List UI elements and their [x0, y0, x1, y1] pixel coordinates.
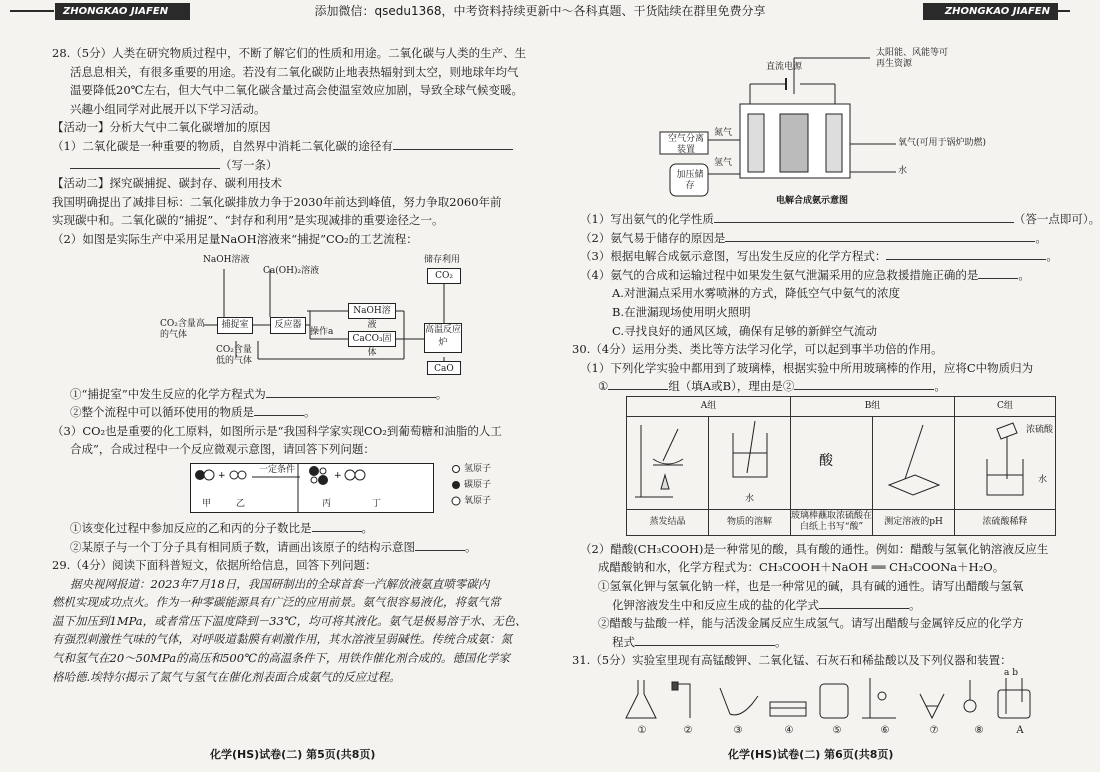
q29-text: 燃机实现成功点火。作为一种零碳能源具有广泛的应用前景。氨气很容易液化，将氨气常 [52, 595, 501, 610]
caption-dilution: 浓硫酸稀释 [955, 509, 1056, 535]
q29-text: 格哈德.埃特尔揭示了氮气与氢气在催化剂表面合成氨气的反应过程。 [52, 669, 401, 684]
q29-2: （2）氨气易于储存的原因是 。 [580, 230, 1047, 245]
q31-title: 31.（5分）实验室里现有高锰酸钾、二氧化锰、石灰石和稀盐酸以及下列仪器和装置： [572, 653, 1012, 668]
micro-reaction-diagram [52, 459, 538, 515]
answer-blank[interactable] [254, 404, 304, 416]
apparatus-3: ③ [733, 724, 743, 736]
option-b: B.在泄漏现场使用明火照明 [612, 304, 751, 319]
q28-3-2: ②某原子与一个丁分子具有相同质子数，请画出该原子的结构示意图 。 [70, 539, 477, 554]
right-column [572, 24, 1100, 738]
legend-carbon: 碳原子 [464, 479, 492, 490]
diagram-caption: 电解合成氨示意图 [776, 196, 849, 206]
electrolysis-diagram [580, 24, 1060, 210]
q28-line: 我国明确提出了减排目标：二氧化碳排放力争于2030年前达到峰值，努力争取2060年前 [52, 194, 502, 209]
q29-text: 温下加压到1MPa，或者常压下温度降到－33℃，均可将其液化。氨气是极易溶于水、无色、 [52, 613, 527, 628]
label-condition: 一定条件 [259, 464, 296, 475]
svg-text:+: + [334, 470, 342, 481]
answer-blank[interactable] [714, 211, 1014, 223]
q29-text: 据央视网报道：2023年7月18日，我国研制出的全球首套一汽解放液氨直喷零碳内 [70, 576, 490, 591]
legend-hydrogen: 氢原子 [464, 463, 492, 474]
box-reactor: 反应器 [270, 317, 306, 334]
option-a: A.对泄漏点采用水雾喷淋的方式，降低空气中氨气的浓度 [612, 286, 900, 301]
q30-1: （1）下列化学实验中都用到了玻璃棒，根据实验中所用玻璃棒的作用，应将C中物质归为 [580, 360, 1034, 375]
q30-2-2-cont: 程式 。 [612, 634, 787, 649]
q28-2-2: ②整个流程中可以循环使用的物质是 。 [70, 405, 316, 420]
label-renewable: 太阳能、风能等可再生资源 [876, 48, 949, 69]
page-footer-left: 化学(HS)试卷(二) 第5页(共8页) [210, 748, 376, 761]
caption-evaporation: 蒸发结晶 [627, 509, 709, 535]
apparatus-5: ⑤ [832, 724, 842, 736]
label-ab: a b [1004, 667, 1018, 678]
apparatus-7: ⑦ [929, 724, 939, 736]
label-caoh2: Ca(OH)₂溶液 [263, 265, 320, 276]
label-jia: 甲 [202, 498, 212, 509]
activity-one: 【活动一】分析大气中二氧化碳增加的原因 [52, 120, 271, 135]
label-naoh: NaOH溶液 [203, 254, 250, 265]
page-header [0, 0, 1080, 22]
label-operation-a: 操作a [310, 326, 334, 337]
q30-title: 30.（4分）运用分类、类比等方法学习化学，可以起到事半功倍的作用。 [572, 342, 943, 357]
answer-blank[interactable] [266, 386, 436, 398]
answer-blank[interactable] [725, 230, 1035, 242]
q30-2-1: ①氢氧化钾与氢氧化钠一样，也是一种常见的碱，具有碱的通性。请写出醋酸与氢氧 [598, 578, 1024, 593]
label-nitrogen: 氮气 [714, 128, 733, 138]
q28-3-1: ①该变化过程中参加反应的乙和丙的分子数比是 。 [70, 520, 373, 535]
box-naoh-solution: NaOH溶液 [348, 303, 396, 319]
q28-part1: （1）二氧化碳是一种重要的物质，自然界中消耗二氧化碳的途径有 [52, 137, 538, 156]
q30-2-1-cont: 化钾溶液发生中和反应生成的盐的化学式 。 [612, 597, 921, 612]
label-bing: 丙 [322, 498, 332, 509]
beaker-icon [715, 417, 785, 483]
apparatus-labels [620, 722, 1040, 741]
apparatus-a: A [1016, 724, 1024, 736]
electrolysis-drawing [580, 24, 1060, 210]
caption-writing: 玻璃棒蘸取浓硫酸在白纸上书写“酸” [791, 509, 873, 535]
label-water: 水 [898, 166, 908, 176]
q29-text: 气和氢气在20～50MPa的高压和500℃的高温条件下，用铁作催化剂合成的。德国化学家 [52, 651, 510, 666]
answer-blank[interactable] [635, 634, 775, 646]
header-notice: 添加微信：qsedu1368，中考资料持续更新中～各科真题、干货陆续在群里免费分享 [314, 4, 766, 18]
cell-ph-figure [873, 416, 955, 509]
q28-line: 活息息相关，有很多重要的用途。若没有二氧化碳防止地表热辐射到太空，则地球年均气 [70, 64, 519, 79]
answer-blank[interactable] [819, 597, 909, 609]
label-ding: 丁 [372, 498, 382, 509]
capture-flow-diagram [52, 249, 538, 375]
answer-blank[interactable] [393, 138, 513, 150]
apparatus-drawing [620, 674, 1060, 722]
answer-blank[interactable] [312, 520, 362, 532]
label-conc-acid: 浓硫酸 [1025, 424, 1053, 435]
glass-rod-experiments-table [626, 396, 1056, 536]
q29-3: （3）根据电解合成氨示意图，写出发生反应的化学方程式： 。 [580, 249, 1058, 264]
q28-part1-cont: （写一条） [52, 156, 538, 175]
label-storage: 储存利用 [424, 254, 461, 265]
label-yi: 乙 [236, 498, 246, 509]
q30-1-blanks: ① 组（填A或B），理由是② 。 [598, 379, 946, 394]
page-footer-right: 化学(HS)试卷(二) 第6页(共8页) [728, 748, 894, 761]
apparatus-8: ⑧ [974, 724, 984, 736]
box-cao: CaO [427, 361, 461, 375]
q28-line: 温要降低20℃左右，但大气中二氧化碳含量过高会使温室效应加剧，导致全球气候变暖。 [70, 83, 523, 98]
label-water: 水 [1037, 474, 1047, 485]
brand-logo-right: ZHONGKAO JIAFEN [923, 3, 1058, 20]
left-column [52, 44, 538, 686]
q28-part3-cont: 合成”，合成过程中一个反应微观示意图，请回答下列问题： [70, 442, 375, 457]
ph-paper-icon [879, 419, 949, 499]
header-group-b: B组 [791, 396, 955, 416]
q28-part3: （3）CO₂也是重要的化工原料，如图所示是“我国科学家实现CO₂到葡萄糖和油脂的人工 [52, 423, 502, 438]
apparatus-1: ① [637, 724, 647, 736]
q28-part2: （2）如图是实际生产中采用足量NaOH溶液来“捕捉”CO₂的工艺流程： [52, 231, 418, 246]
answer-blank[interactable] [415, 539, 465, 551]
label-oxygen-output: 氧气(可用于锅炉助燃) [898, 138, 987, 148]
evaporation-apparatus-icon [633, 419, 703, 499]
q29-1: （1）写出氨气的化学性质 （答一点即可）。 [580, 212, 1100, 226]
label-hydrogen: 氢气 [714, 158, 733, 168]
answer-blank[interactable] [886, 248, 1046, 260]
writing-icon [797, 439, 867, 479]
legend-oxygen: 氧原子 [464, 495, 492, 506]
header-group-c: C组 [955, 396, 1056, 416]
apparatus-6: ⑥ [880, 724, 890, 736]
q28-2-1: ①“捕捉室”中发生反应的化学方程式为 。 [70, 386, 448, 401]
activity-two: 【活动二】探究碳捕捉、碳封存、碳利用技术 [52, 176, 282, 191]
answer-blank[interactable] [608, 378, 668, 390]
box-capture-room: 捕捉室 [217, 317, 253, 334]
answer-blank[interactable] [794, 378, 934, 390]
svg-text:+: + [218, 470, 226, 481]
q28-line: 实现碳中和。二氧化碳的“捕捉”、“封存和利用”是实现减排的重要途径之一。 [52, 213, 444, 228]
q29-text: 有强烈刺激性气味的气体，对呼吸道黏膜有刺激作用，其水溶液呈弱碱性。传统合成氨：氮 [52, 632, 512, 647]
cell-dilution-figure [955, 416, 1056, 509]
q28-line: 28.（5分）人类在研究物质过程中，不断了解它们的性质和用途。二氧化碳与人类的生产、生 [52, 46, 527, 60]
answer-blank[interactable] [978, 267, 1018, 279]
box-co2: CO₂ [427, 268, 461, 284]
label-pressurized-storage: 加压储存 [676, 170, 704, 191]
brand-logo-left: ZHONGKAO JIAFEN [55, 3, 190, 20]
label-inlet-gas: CO₂含量高的气体 [160, 318, 205, 340]
caption-dissolution: 物质的溶解 [709, 509, 791, 535]
q28-line: 兴趣小组同学对此展开以下学习活动。 [70, 101, 266, 116]
apparatus-4: ④ [784, 724, 794, 736]
header-group-a: A组 [627, 396, 791, 416]
caption-ph: 测定溶液的pH [873, 509, 955, 535]
q29-4: （4）氨气的合成和运输过程中如果发生氨气泄漏采用的应急救援措施正确的是 。 [580, 267, 1030, 282]
q30-2: （2）醋酸(CH₃COOH)是一种常见的酸，具有酸的通性。例如：醋酸与氢氧化钠溶液反应生 [580, 541, 1049, 556]
label-dc-power: 直流电源 [766, 62, 803, 72]
cell-dissolution-figure [709, 416, 791, 509]
cell-writing-figure [791, 416, 873, 509]
q30-2-2: ②醋酸与盐酸一样，能与活泼金属反应生成氢气。请写出醋酸与金属锌反应的化学方 [598, 616, 1024, 631]
cell-evaporation-figure [627, 416, 709, 509]
label-outlet-gas: CO₂含量低的气体 [216, 344, 253, 366]
label-water: 水 [744, 494, 754, 505]
answer-blank[interactable] [70, 157, 220, 169]
label-air-separation: 空气分离装置 [667, 134, 704, 155]
box-caco3: CaCO₃固体 [348, 331, 396, 347]
svg-text:酸: 酸 [818, 452, 833, 469]
apparatus-row [620, 667, 1060, 738]
apparatus-2: ② [683, 724, 693, 736]
q29-title: 29.（4分）阅读下面科普短文，依据所给信息，回答下列问题： [52, 558, 377, 573]
box-furnace: 高温反应炉 [424, 323, 462, 353]
option-c: C.寻找良好的通风区域，确保有足够的新鲜空气流动 [612, 323, 878, 338]
q30-2-equation: 成醋酸钠和水，化学方程式为：CH₃COOH＋NaOH ══ CH₃COONa＋H₂O。 [598, 560, 1005, 575]
